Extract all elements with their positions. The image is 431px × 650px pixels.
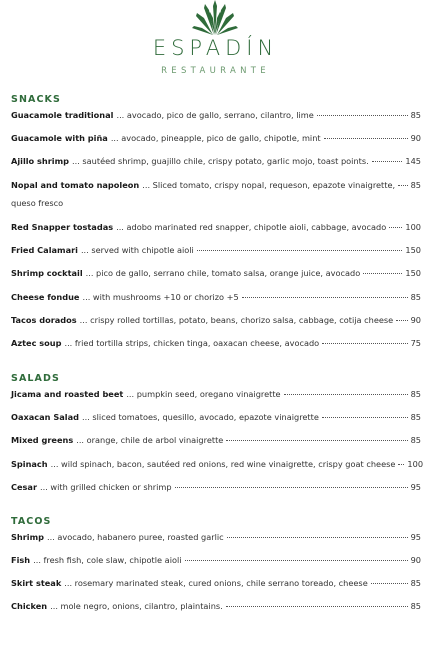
dot-leader (226, 606, 408, 607)
menu-item (11, 222, 421, 233)
item-name: Ajillo shrimp (11, 156, 69, 166)
item-description: ... pumpkin seed, oregano vinaigrette (126, 389, 281, 399)
item-price: 95 (410, 532, 421, 542)
item-price: 85 (410, 601, 421, 611)
dot-leader (396, 320, 407, 321)
item-name: Jicama and roasted beet (11, 389, 124, 399)
section-title-snacks: SNACKS (11, 94, 61, 105)
item-price: 85 (410, 389, 421, 399)
item-name: Spinach (11, 459, 48, 469)
menu-item (11, 156, 421, 167)
item-price: 90 (410, 133, 421, 143)
item-price: 85 (410, 292, 421, 302)
item-price: 90 (410, 315, 421, 325)
section-title-tacos: TACOS (11, 516, 52, 527)
dot-leader (371, 583, 408, 584)
item-name: Skirt steak (11, 578, 62, 588)
dot-leader (398, 464, 404, 465)
item-price: 85 (410, 412, 421, 422)
item-name: Tacos dorados (11, 315, 77, 325)
item-description: ... fried tortilla strips, chicken tinga, oaxacan cheese, avocado (64, 338, 320, 348)
dot-leader (322, 343, 407, 344)
item-name: Nopal and tomato napoleon (11, 180, 140, 190)
item-price: 100 (407, 459, 424, 469)
dot-leader (322, 417, 408, 418)
item-description: ... sliced tomatoes, quesillo, avocado, epazote vinaigrette (81, 412, 319, 422)
item-price: 85 (410, 578, 421, 588)
item-price: 75 (410, 338, 421, 348)
menu-item (11, 338, 421, 349)
menu-item (11, 245, 421, 256)
item-price: 85 (410, 435, 421, 445)
menu-item (11, 555, 421, 566)
menu-item (11, 435, 421, 446)
item-price: 95 (410, 482, 421, 492)
menu-item (11, 315, 421, 326)
dot-leader (363, 273, 402, 274)
dot-leader (317, 115, 408, 116)
dot-leader (242, 297, 408, 298)
menu-item (11, 412, 421, 423)
menu-item (11, 110, 421, 121)
dot-leader (398, 185, 407, 186)
menu-item (11, 268, 421, 279)
item-price: 150 (405, 268, 421, 278)
dot-leader (389, 227, 402, 228)
item-price: 90 (410, 555, 421, 565)
item-name: Chicken (11, 601, 48, 611)
item-description: ... orange, chile de arbol vinaigrette (76, 435, 224, 445)
item-price: 145 (405, 156, 421, 166)
item-name: Oaxacan Salad (11, 412, 79, 422)
section-title-salads: SALADS (11, 373, 60, 384)
item-description: ... with mushrooms +10 or chorizo +5 (82, 292, 239, 302)
menu-item (11, 532, 421, 543)
restaurant-name: ESPADÍN (152, 36, 279, 60)
item-description-continued: queso fresco (11, 198, 64, 208)
item-name: Mixed greens (11, 435, 74, 445)
menu-item (11, 578, 421, 589)
menu-item (11, 292, 421, 303)
item-description: ... adobo marinated red snapper, chipotle aioli, cabbage, avocado (116, 222, 387, 232)
dot-leader (185, 560, 408, 561)
item-name: Guacamole traditional (11, 110, 114, 120)
item-description: ... served with chipotle aioli (80, 245, 194, 255)
item-price: 150 (405, 245, 421, 255)
dot-leader (324, 138, 408, 139)
dot-leader (197, 250, 403, 251)
dot-leader (175, 487, 408, 488)
item-description: ... rosemary marinated steak, cured onions, chile serrano toreado, cheese (64, 578, 368, 588)
dot-leader (226, 440, 407, 441)
item-price: 85 (410, 180, 421, 190)
item-description: ... with grilled chicken or shrimp (40, 482, 172, 492)
menu-item (11, 482, 421, 493)
menu-item (11, 133, 421, 144)
item-name: Shrimp cocktail (11, 268, 83, 278)
item-price: 100 (405, 222, 421, 232)
item-description: ... sautéed shrimp, guajillo chile, crispy potato, garlic mojo, toast points. (71, 156, 369, 166)
item-description: ... avocado, habanero puree, roasted garlic (46, 532, 224, 542)
menu-item (11, 601, 421, 612)
restaurant-tagline: RESTAURANTE (161, 66, 270, 76)
item-description: ... fresh fish, cole slaw, chipotle aioli (33, 555, 182, 565)
item-name: Fried Calamari (11, 245, 78, 255)
item-description: ... mole negro, onions, cilantro, plaintains. (50, 601, 223, 611)
item-description: ... wild spinach, bacon, sautéed red onions, red wine vinaigrette, crispy goat cheese (50, 459, 396, 469)
dot-leader (227, 537, 408, 538)
dot-leader (284, 394, 408, 395)
item-description: ... avocado, pico de gallo, serrano, cilantro, lime (116, 110, 314, 120)
menu-item (11, 180, 421, 191)
item-name: Cesar (11, 482, 37, 492)
item-name: Fish (11, 555, 31, 565)
item-description: ... pico de gallo, serrano chile, tomato salsa, orange juice, avocado (85, 268, 361, 278)
dot-leader (372, 161, 403, 162)
item-description: ... Sliced tomato, crispy nopal, requeson, epazote vinaigrette, (142, 180, 396, 190)
item-name: Red Snapper tostadas (11, 222, 114, 232)
agave-plant-icon (192, 0, 238, 36)
item-name: Cheese fondue (11, 292, 80, 302)
item-name: Aztec soup (11, 338, 62, 348)
item-name: Shrimp (11, 532, 44, 542)
item-name: Guacamole with piña (11, 133, 108, 143)
item-description: ... crispy rolled tortillas, potato, beans, chorizo salsa, cabbage, cotija cheese (79, 315, 394, 325)
item-description: ... avocado, pineapple, pico de gallo, chipotle, mint (110, 133, 321, 143)
menu-item (11, 389, 421, 400)
item-price: 85 (410, 110, 421, 120)
menu-item (11, 459, 424, 470)
